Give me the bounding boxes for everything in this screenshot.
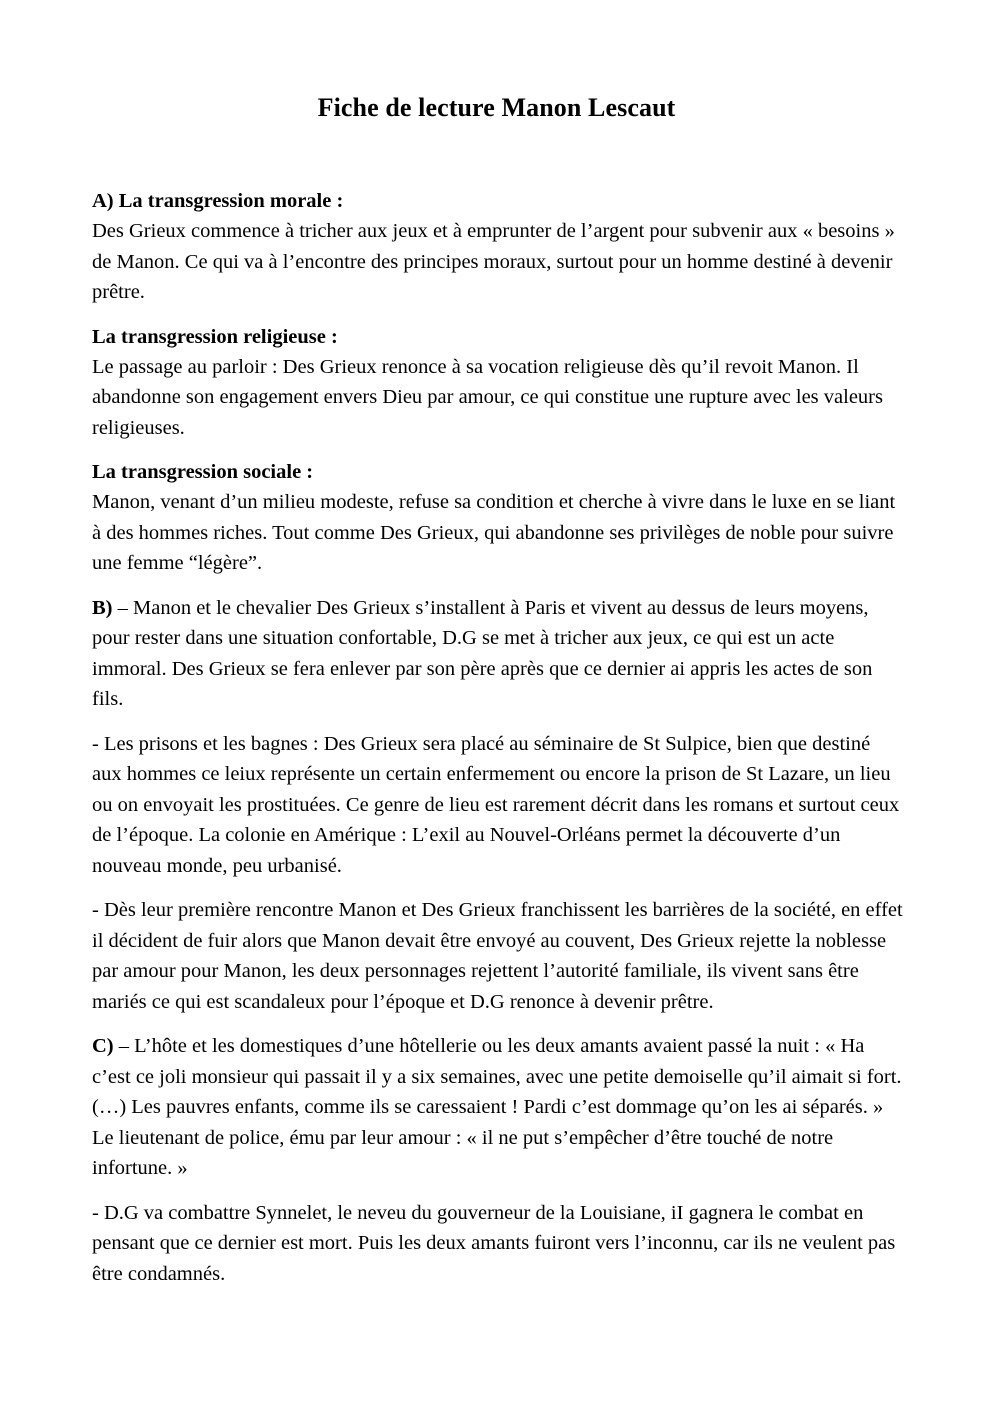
page-title: Fiche de lecture Manon Lescaut	[317, 93, 676, 122]
paragraph-continuation-part-b: – Manon et le chevalier Des Grieux s’installent à Paris et vivent au dessus de leurs moyens, pour rester dans une situation confortable, D.G se met à tricher aux jeux, ce qui est un acte immoral. Des Grieux se fera enlever par son père après que ce dernier ai appris les actes de son fils.	[92, 596, 873, 710]
section-transgression-morale	[92, 186, 904, 308]
section-body-transgression-religieuse: Le passage au parloir : Des Grieux renonce à sa vocation religieuse dès qu’il revoit Manon. Il abandonne son engagement envers Dieu par amour, ce qui constitue une rupture avec les valeurs religieuses.	[92, 355, 883, 439]
paragraph-continuation-part-c: – L’hôte et les domestiques d’une hôtellerie ou les deux amants avaient passé la nuit : « Ha c’est ce joli monsieur qui passait il y a six semaines, avec une petite demoiselle qu’il aimait si fort. (…) Les pauvres enfants, comme ils se caressaient ! Pardi c’est dommage qu’on les ai séparés. » Le lieutenant de police, ému par leur amour : « il ne put s’empêcher d’être touché de notre infortune. »	[92, 1035, 902, 1179]
paragraph-combat-synnelet	[92, 1198, 904, 1290]
paragraph-text-combat-synnelet: - D.G va combattre Synnelet, le neveu du gouverneur de la Louisiane, iI gagnera le combat en pensant que ce dernier est mort. Puis les deux amants fuiront vers l’inconnu, car ils ne veulent pas être condamnés.	[92, 1201, 896, 1285]
section-body-transgression-morale: Des Grieux commence à tricher aux jeux et à emprunter de l’argent pour subvenir aux « besoins » de Manon. Ce qui va à l’encontre des principes moraux, surtout pour un homme destiné à devenir prêtre.	[92, 220, 895, 303]
paragraph-lead-part-b: B)	[92, 596, 113, 619]
section-heading-transgression-religieuse: La transgression religieuse :	[92, 325, 338, 348]
paragraph-premiere-rencontre	[92, 895, 904, 1017]
section-transgression-sociale	[92, 457, 904, 579]
paragraph-part-b	[92, 593, 904, 715]
section-transgression-religieuse	[92, 322, 904, 444]
document-body	[92, 186, 904, 1289]
paragraph-prisons-bagnes	[92, 729, 904, 882]
section-body-transgression-sociale: Manon, venant d’un milieu modeste, refuse sa condition et cherche à vivre dans le luxe en se liant à des hommes riches. Tout comme Des Grieux, qui abandonne ses privilèges de noble pour suivre une femme “légère”.	[92, 491, 896, 574]
paragraph-text-prisons-bagnes: - Les prisons et les bagnes : Des Grieux sera placé au séminaire de St Sulpice, bien que destiné aux hommes ce leiux représente un certain enfermement ou encore la prison de St Lazare, un lieu ou on envoyait les prostituées. Ce genre de lieu est rarement décrit dans les romans et surtout ceux de l’époque. La colonie en Amérique : L’exil au Nouvel-Orléans permet la découverte d’un nouveau monde, peu urbanisé.	[92, 732, 900, 877]
paragraph-text-part-b	[92, 593, 904, 715]
section-heading-transgression-sociale: La transgression sociale :	[92, 461, 314, 483]
section-heading-transgression-morale: A) La transgression morale :	[92, 190, 344, 212]
paragraph-text-premiere-rencontre: - Dès leur première rencontre Manon et Des Grieux franchissent les barrières de la société, en effet il décident de fuir alors que Manon devait être envoyé au couvent, Des Grieux rejette la noblesse par amour pour Manon, les deux personnages rejettent l’autorité familiale, ils vivent sans être mariés ce qui est scandaleux pour l’époque et D.G renonce à devenir prêtre.	[92, 899, 903, 1013]
paragraph-text-part-c	[92, 1031, 904, 1184]
paragraph-lead-part-c: C)	[92, 1035, 114, 1057]
paragraph-part-c	[92, 1031, 904, 1184]
